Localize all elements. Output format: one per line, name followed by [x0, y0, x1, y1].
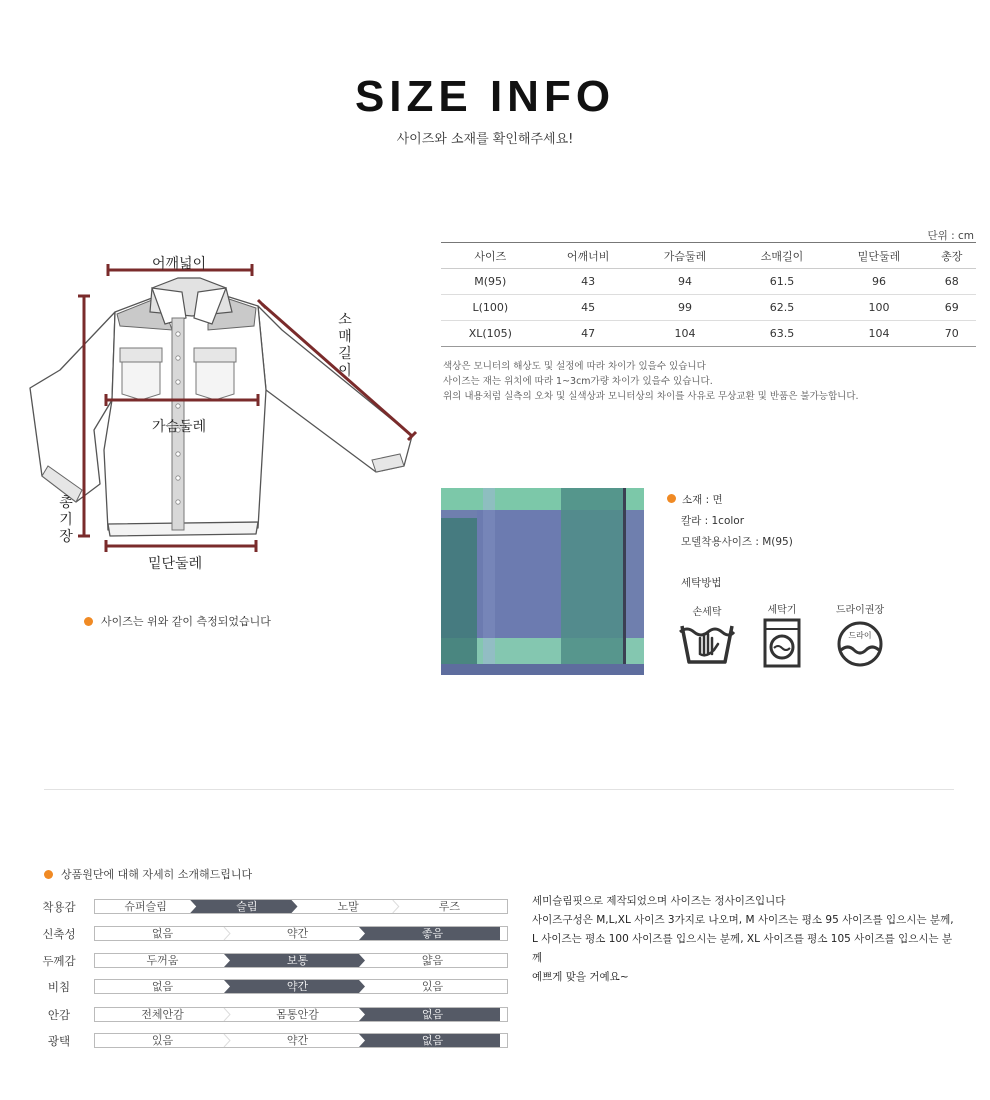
feature-option: 있음	[151, 1034, 174, 1047]
feature-option: 노말	[337, 900, 359, 913]
feature-label: 광택	[47, 1034, 71, 1048]
feature-scale	[94, 899, 508, 914]
washing-machine-icon	[763, 618, 801, 668]
feature-option: 약간	[286, 980, 309, 993]
length-label: 총 기 장	[59, 495, 73, 545]
table-cell: XL(105)	[441, 321, 540, 347]
table-cell: 104	[830, 321, 927, 347]
description-line: 세미슬림핏으로 제작되었으며 사이즈는 정사이즈입니다	[532, 895, 786, 907]
feature-option: 슈퍼슬림	[124, 900, 167, 913]
feature-label: 신축성	[42, 927, 76, 941]
feature-scale	[94, 953, 508, 968]
feature-option: 없음	[421, 1008, 444, 1021]
bullet-icon	[84, 617, 93, 626]
sleeve-label: 소 매 길 이	[338, 312, 352, 379]
note-line: 위의 내용처럼 실측의 오차 및 실색상과 모니터상의 차이를 사유로 무상교환 및 반품은 불가능합니다.	[443, 391, 859, 402]
feature-option: 슬림	[236, 900, 258, 913]
model-size-text: 모델착용사이즈 : M(95)	[681, 536, 793, 548]
column-header: 밑단둘레	[830, 243, 927, 269]
product-description	[532, 892, 962, 987]
table-cell: 68	[927, 269, 976, 295]
description-line: 예쁘게 맞을 거예요~	[532, 971, 629, 983]
fabric-text: 소재 : 면	[682, 494, 723, 506]
feature-option: 루즈	[438, 900, 460, 913]
feature-option: 있음	[421, 980, 444, 993]
table-cell: 94	[637, 269, 734, 295]
column-header: 가슴둘레	[637, 243, 734, 269]
size-notes	[443, 359, 859, 404]
wash-label: 드라이권장	[835, 605, 885, 616]
wash-label: 손세탁	[692, 607, 722, 618]
fabric-swatch	[441, 488, 644, 675]
table-cell: 47	[540, 321, 637, 347]
size-table	[441, 242, 976, 347]
right-sleeve	[258, 306, 412, 472]
table-row	[441, 295, 976, 321]
feature-option: 없음	[151, 927, 174, 940]
bullet-icon	[44, 870, 53, 879]
table-cell: 70	[927, 321, 976, 347]
column-header: 소매길이	[734, 243, 831, 269]
table-cell: 69	[927, 295, 976, 321]
shirt-diagram	[20, 240, 430, 570]
color-text: 칼라 : 1color	[681, 515, 745, 527]
table-row	[441, 321, 976, 347]
feature-option: 얇음	[421, 954, 444, 967]
feature-label: 안감	[47, 1008, 71, 1022]
features-heading: 상품원단에 대해 자세히 소개해드립니다	[44, 866, 252, 882]
table-cell: 100	[830, 295, 927, 321]
wash-title: 세탁방법	[681, 577, 722, 589]
feature-scale	[94, 926, 508, 941]
chest-label: 가슴둘레	[152, 419, 207, 435]
table-header-row	[441, 243, 976, 269]
material-info	[667, 490, 793, 553]
feature-row	[38, 1033, 508, 1049]
note-line: 색상은 모니터의 해상도 및 설정에 따라 차이가 있을수 있습니다	[443, 361, 706, 372]
feature-label: 착용감	[42, 900, 76, 914]
feature-option: 약간	[286, 1034, 309, 1047]
dry-icon-text: 드라이	[848, 631, 872, 640]
feature-option: 약간	[286, 927, 309, 940]
page-subtitle: 사이즈와 소재를 확인해주세요!	[396, 132, 574, 147]
feature-label: 비침	[47, 980, 71, 994]
feature-option: 보통	[286, 954, 309, 967]
table-cell: 45	[540, 295, 637, 321]
hem-label: 밑단둘레	[148, 556, 203, 572]
column-header: 사이즈	[441, 243, 540, 269]
feature-scale	[94, 1033, 508, 1048]
table-cell: 104	[637, 321, 734, 347]
description-line: 사이즈구성은 M,L,XL 사이즈 3가지로 나오며, M 사이즈는 평소 95 사이즈를 입으시는 분께,	[532, 914, 954, 926]
dry-clean-icon	[835, 620, 885, 668]
table-cell: 99	[637, 295, 734, 321]
hand-wash-icon	[678, 620, 736, 666]
page-title: SIZE INFO	[354, 72, 616, 121]
feature-option: 전체안감	[141, 1008, 184, 1021]
feature-row	[38, 899, 508, 915]
shoulder-label: 어깨넓이	[152, 256, 207, 272]
note-line: 사이즈는 재는 위치에 따라 1~3cm가량 차이가 있을수 있습니다.	[443, 376, 713, 387]
table-row	[441, 269, 976, 295]
feature-option: 없음	[151, 980, 174, 993]
feature-row	[38, 1007, 508, 1023]
table-cell: 96	[830, 269, 927, 295]
unit-label: 단위 : cm	[927, 230, 974, 242]
table-cell: M(95)	[441, 269, 540, 295]
feature-option: 두꺼움	[146, 954, 179, 967]
feature-row	[38, 979, 508, 995]
measure-note: 사이즈는 위와 같이 측정되었습니다	[84, 613, 271, 629]
feature-option: 몸통안감	[276, 1008, 319, 1021]
table-cell: L(100)	[441, 295, 540, 321]
table-cell: 43	[540, 269, 637, 295]
wash-label: 세탁기	[767, 605, 797, 616]
table-cell: 61.5	[734, 269, 831, 295]
feature-scale	[94, 979, 508, 994]
table-cell: 63.5	[734, 321, 831, 347]
feature-label: 두께감	[42, 954, 76, 968]
feature-option: 없음	[421, 1034, 444, 1047]
column-header: 어깨너비	[540, 243, 637, 269]
section-divider	[44, 789, 954, 790]
feature-option: 좋음	[421, 927, 444, 940]
column-header: 총장	[927, 243, 976, 269]
bullet-icon	[667, 494, 676, 503]
feature-row	[38, 926, 508, 942]
feature-row	[38, 953, 508, 969]
description-line: L 사이즈는 평소 100 사이즈를 입으시는 분께, XL 사이즈를 평소 105 사이즈를 입으시는 분께	[532, 933, 953, 964]
feature-scale	[94, 1007, 508, 1022]
table-cell: 62.5	[734, 295, 831, 321]
